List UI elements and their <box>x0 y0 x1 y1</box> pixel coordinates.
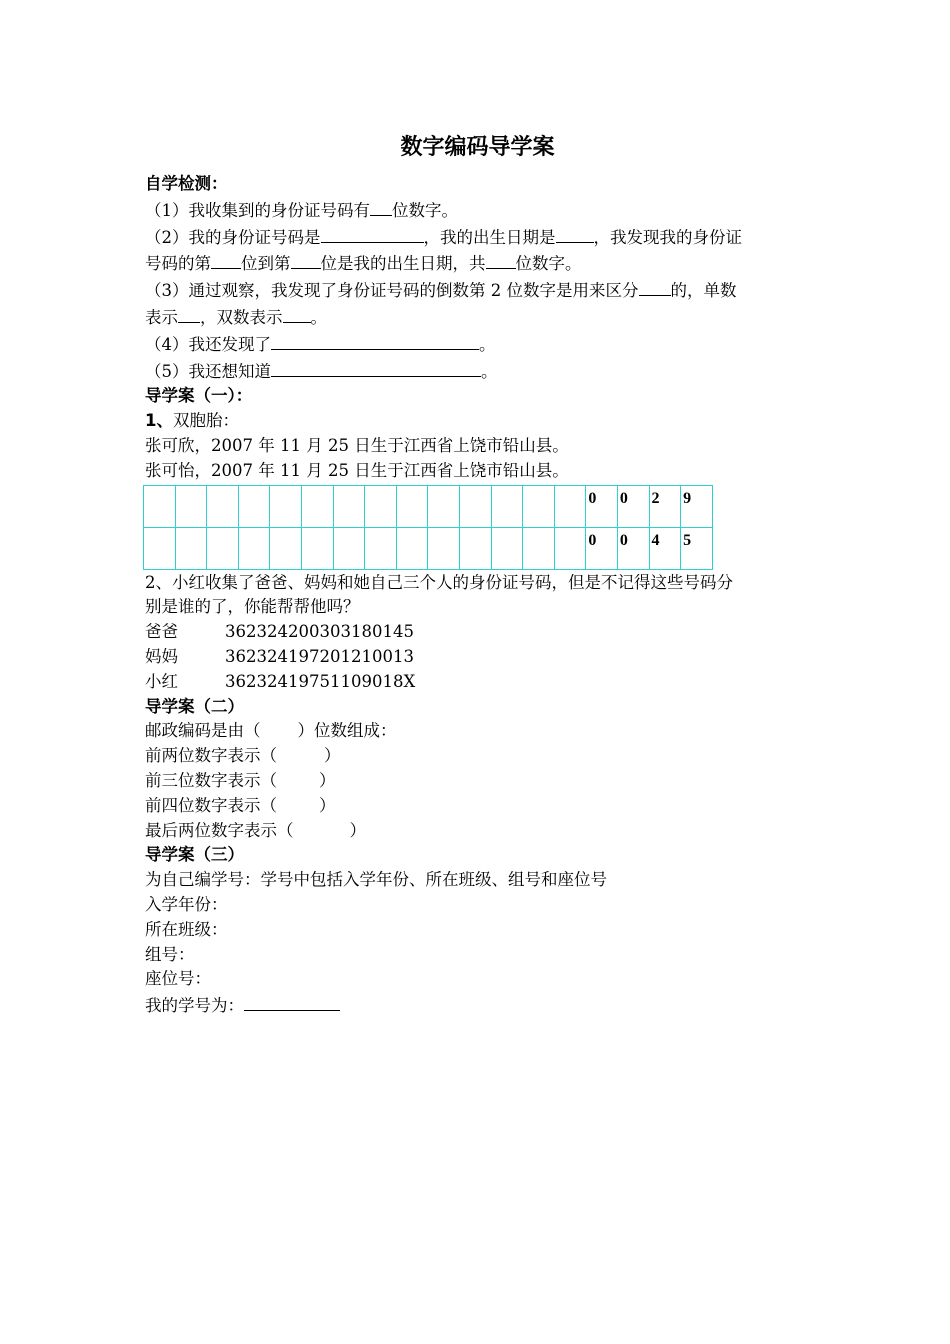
case2-heading: 导学案（二） <box>145 696 244 716</box>
grid-cell[interactable] <box>396 485 428 527</box>
q5-text-b: 。 <box>481 361 498 381</box>
postcode-l1-a: 邮政编码是由（ <box>145 721 261 741</box>
q4-text-a: （4）我还发现了 <box>145 334 271 354</box>
grid-row-1 <box>144 485 713 527</box>
grid-cell[interactable]: 9 <box>681 485 713 527</box>
grid-cell[interactable] <box>491 527 523 569</box>
q2-text-a: （2）我的身份证号码是 <box>145 227 321 247</box>
q2-end-blank[interactable] <box>291 250 321 269</box>
postcode-line-4 <box>145 794 810 819</box>
grid-cell[interactable] <box>144 527 176 569</box>
case3-heading: 导学案（三） <box>145 845 244 865</box>
grid-cell[interactable] <box>554 485 586 527</box>
grid-cell[interactable] <box>270 485 302 527</box>
my-number-label: 我的学号为： <box>145 996 244 1016</box>
self-check-q5 <box>145 358 810 385</box>
postcode-line-3 <box>145 769 810 794</box>
id-label: 爸爸 <box>145 622 178 642</box>
q3-distinguish-blank[interactable] <box>639 277 671 296</box>
q1-text-a: （1）我收集到的身份证号码有 <box>145 200 370 220</box>
postcode-l5-b: ） <box>349 820 366 840</box>
case1-q2-line2: 别是谁的了，你能帮帮他吗？ <box>145 597 360 617</box>
self-check-q3-line2 <box>145 304 810 331</box>
page-title: 数字编码导学案 <box>400 135 555 160</box>
grid-cell[interactable] <box>428 527 460 569</box>
q2-text-b: ，我的出生日期是 <box>423 227 556 247</box>
twin-2: 张可怡，2007 年 11 月 25 日生于江西省上饶市铅山县。 <box>145 460 569 480</box>
grid-cell[interactable]: 0 <box>586 527 618 569</box>
postcode-line-5 <box>145 819 810 844</box>
postcode-l1-b: ）位数组成： <box>297 721 397 741</box>
id-row-xiaohong <box>145 670 810 695</box>
grid-cell[interactable]: 4 <box>649 527 681 569</box>
self-check-q1 <box>145 197 810 224</box>
grid-cell[interactable] <box>491 485 523 527</box>
grid-cell[interactable] <box>238 485 270 527</box>
grid-cell[interactable] <box>207 485 239 527</box>
case1-q2-line1: 2、小红收集了爸爸、妈妈和她自己三个人的身份证号码，但是不记得这些号码分 <box>145 572 733 592</box>
q3-odd-blank[interactable] <box>178 304 200 323</box>
grid-cell[interactable] <box>207 527 239 569</box>
id-number: 36232419751109018X <box>225 671 416 691</box>
q2-count-blank[interactable] <box>486 250 516 269</box>
postcode-l3-a: 前三位数字表示（ <box>145 770 277 790</box>
student-number-intro: 为自己编学号：学号中包括入学年份、所在班级、组号和座位号 <box>145 870 607 890</box>
grid-cell[interactable] <box>459 485 491 527</box>
id-row-dad <box>145 620 810 645</box>
grid-cell[interactable] <box>459 527 491 569</box>
case1-sub1-number: 1、 <box>145 411 173 431</box>
id-row-mom <box>145 645 810 670</box>
my-student-number <box>145 992 810 1019</box>
grid-cell[interactable] <box>333 527 365 569</box>
id-label: 小红 <box>145 671 178 691</box>
q2-text-f: 位是我的出生日期，共 <box>320 254 486 274</box>
grid-cell[interactable] <box>270 527 302 569</box>
group-label: 组号： <box>145 944 195 964</box>
q1-blank[interactable] <box>370 197 392 216</box>
q2-text-d: 号码的第 <box>145 254 211 274</box>
grid-cell[interactable] <box>554 527 586 569</box>
q3-text-e: 。 <box>310 307 327 327</box>
twin-1: 张可欣，2007 年 11 月 25 日生于江西省上饶市铅山县。 <box>145 435 569 455</box>
grid-cell[interactable] <box>175 485 207 527</box>
q2-text-e: 位到第 <box>241 254 291 274</box>
grid-cell[interactable] <box>428 485 460 527</box>
q3-even-blank[interactable] <box>283 304 311 323</box>
grid-cell[interactable] <box>301 527 333 569</box>
grid-cell[interactable] <box>523 485 555 527</box>
q3-text-c: 表示 <box>145 307 178 327</box>
postcode-l4-a: 前四位数字表示（ <box>145 795 277 815</box>
grid-cell[interactable] <box>144 485 176 527</box>
postcode-line-1 <box>145 719 810 744</box>
grid-cell[interactable] <box>238 527 270 569</box>
grid-cell[interactable] <box>175 527 207 569</box>
grid-cell[interactable] <box>333 485 365 527</box>
q5-blank[interactable] <box>271 358 481 377</box>
seat-label: 座位号： <box>145 969 211 989</box>
self-check-q2-line2 <box>145 250 810 277</box>
postcode-line-2 <box>145 744 810 769</box>
id-number-grid <box>143 485 713 570</box>
postcode-l3-b: ） <box>319 770 336 790</box>
q1-text-b: 位数字。 <box>392 200 458 220</box>
grid-cell[interactable] <box>396 527 428 569</box>
worksheet <box>145 128 810 1019</box>
case1-heading: 导学案（一）： <box>145 386 253 406</box>
grid-cell[interactable] <box>523 527 555 569</box>
postcode-l2-a: 前两位数字表示（ <box>145 746 277 766</box>
q4-text-b: 。 <box>479 334 496 354</box>
self-check-q2-line1 <box>145 224 810 251</box>
class-label: 所在班级： <box>145 919 228 939</box>
q4-blank[interactable] <box>271 331 479 350</box>
grid-cell[interactable]: 0 <box>617 485 649 527</box>
q2-start-blank[interactable] <box>211 250 241 269</box>
grid-cell[interactable] <box>301 485 333 527</box>
postcode-l5-a: 最后两位数字表示（ <box>145 820 294 840</box>
q2-id-blank[interactable] <box>321 224 424 243</box>
grid-cell[interactable] <box>365 527 397 569</box>
q2-text-c: ，我发现我的身份证 <box>593 227 742 247</box>
self-check-q3-line1 <box>145 277 810 304</box>
postcode-l4-b: ） <box>319 795 336 815</box>
enroll-year-label: 入学年份： <box>145 894 228 914</box>
q2-birthday-blank[interactable] <box>556 224 594 243</box>
q2-text-g: 位数字。 <box>515 254 582 274</box>
grid-cell[interactable]: 2 <box>649 485 681 527</box>
q3-text-a: （3）通过观察，我发现了身份证号码的倒数第 2 位数字是用来区分 <box>145 281 639 301</box>
q3-text-d: ，双数表示 <box>200 307 283 327</box>
case1-sub1-text: 双胞胎： <box>172 411 239 431</box>
grid-cell[interactable]: 0 <box>617 527 649 569</box>
case1-sub1 <box>145 409 810 434</box>
self-check-heading: 自学检测： <box>145 174 228 193</box>
id-number: 362324197201210013 <box>225 646 414 666</box>
q5-text-a: （5）我还想知道 <box>145 361 271 381</box>
grid-cell[interactable]: 5 <box>681 527 713 569</box>
postcode-l2-b: ） <box>324 746 341 766</box>
grid-row-2 <box>144 527 713 569</box>
q3-text-b: 的，单数 <box>670 281 737 301</box>
my-number-blank[interactable] <box>244 992 340 1011</box>
grid-cell[interactable] <box>365 485 397 527</box>
id-number: 362324200303180145 <box>225 622 414 642</box>
self-check-q4 <box>145 331 810 358</box>
grid-cell[interactable]: 0 <box>586 485 618 527</box>
id-label: 妈妈 <box>145 646 178 666</box>
